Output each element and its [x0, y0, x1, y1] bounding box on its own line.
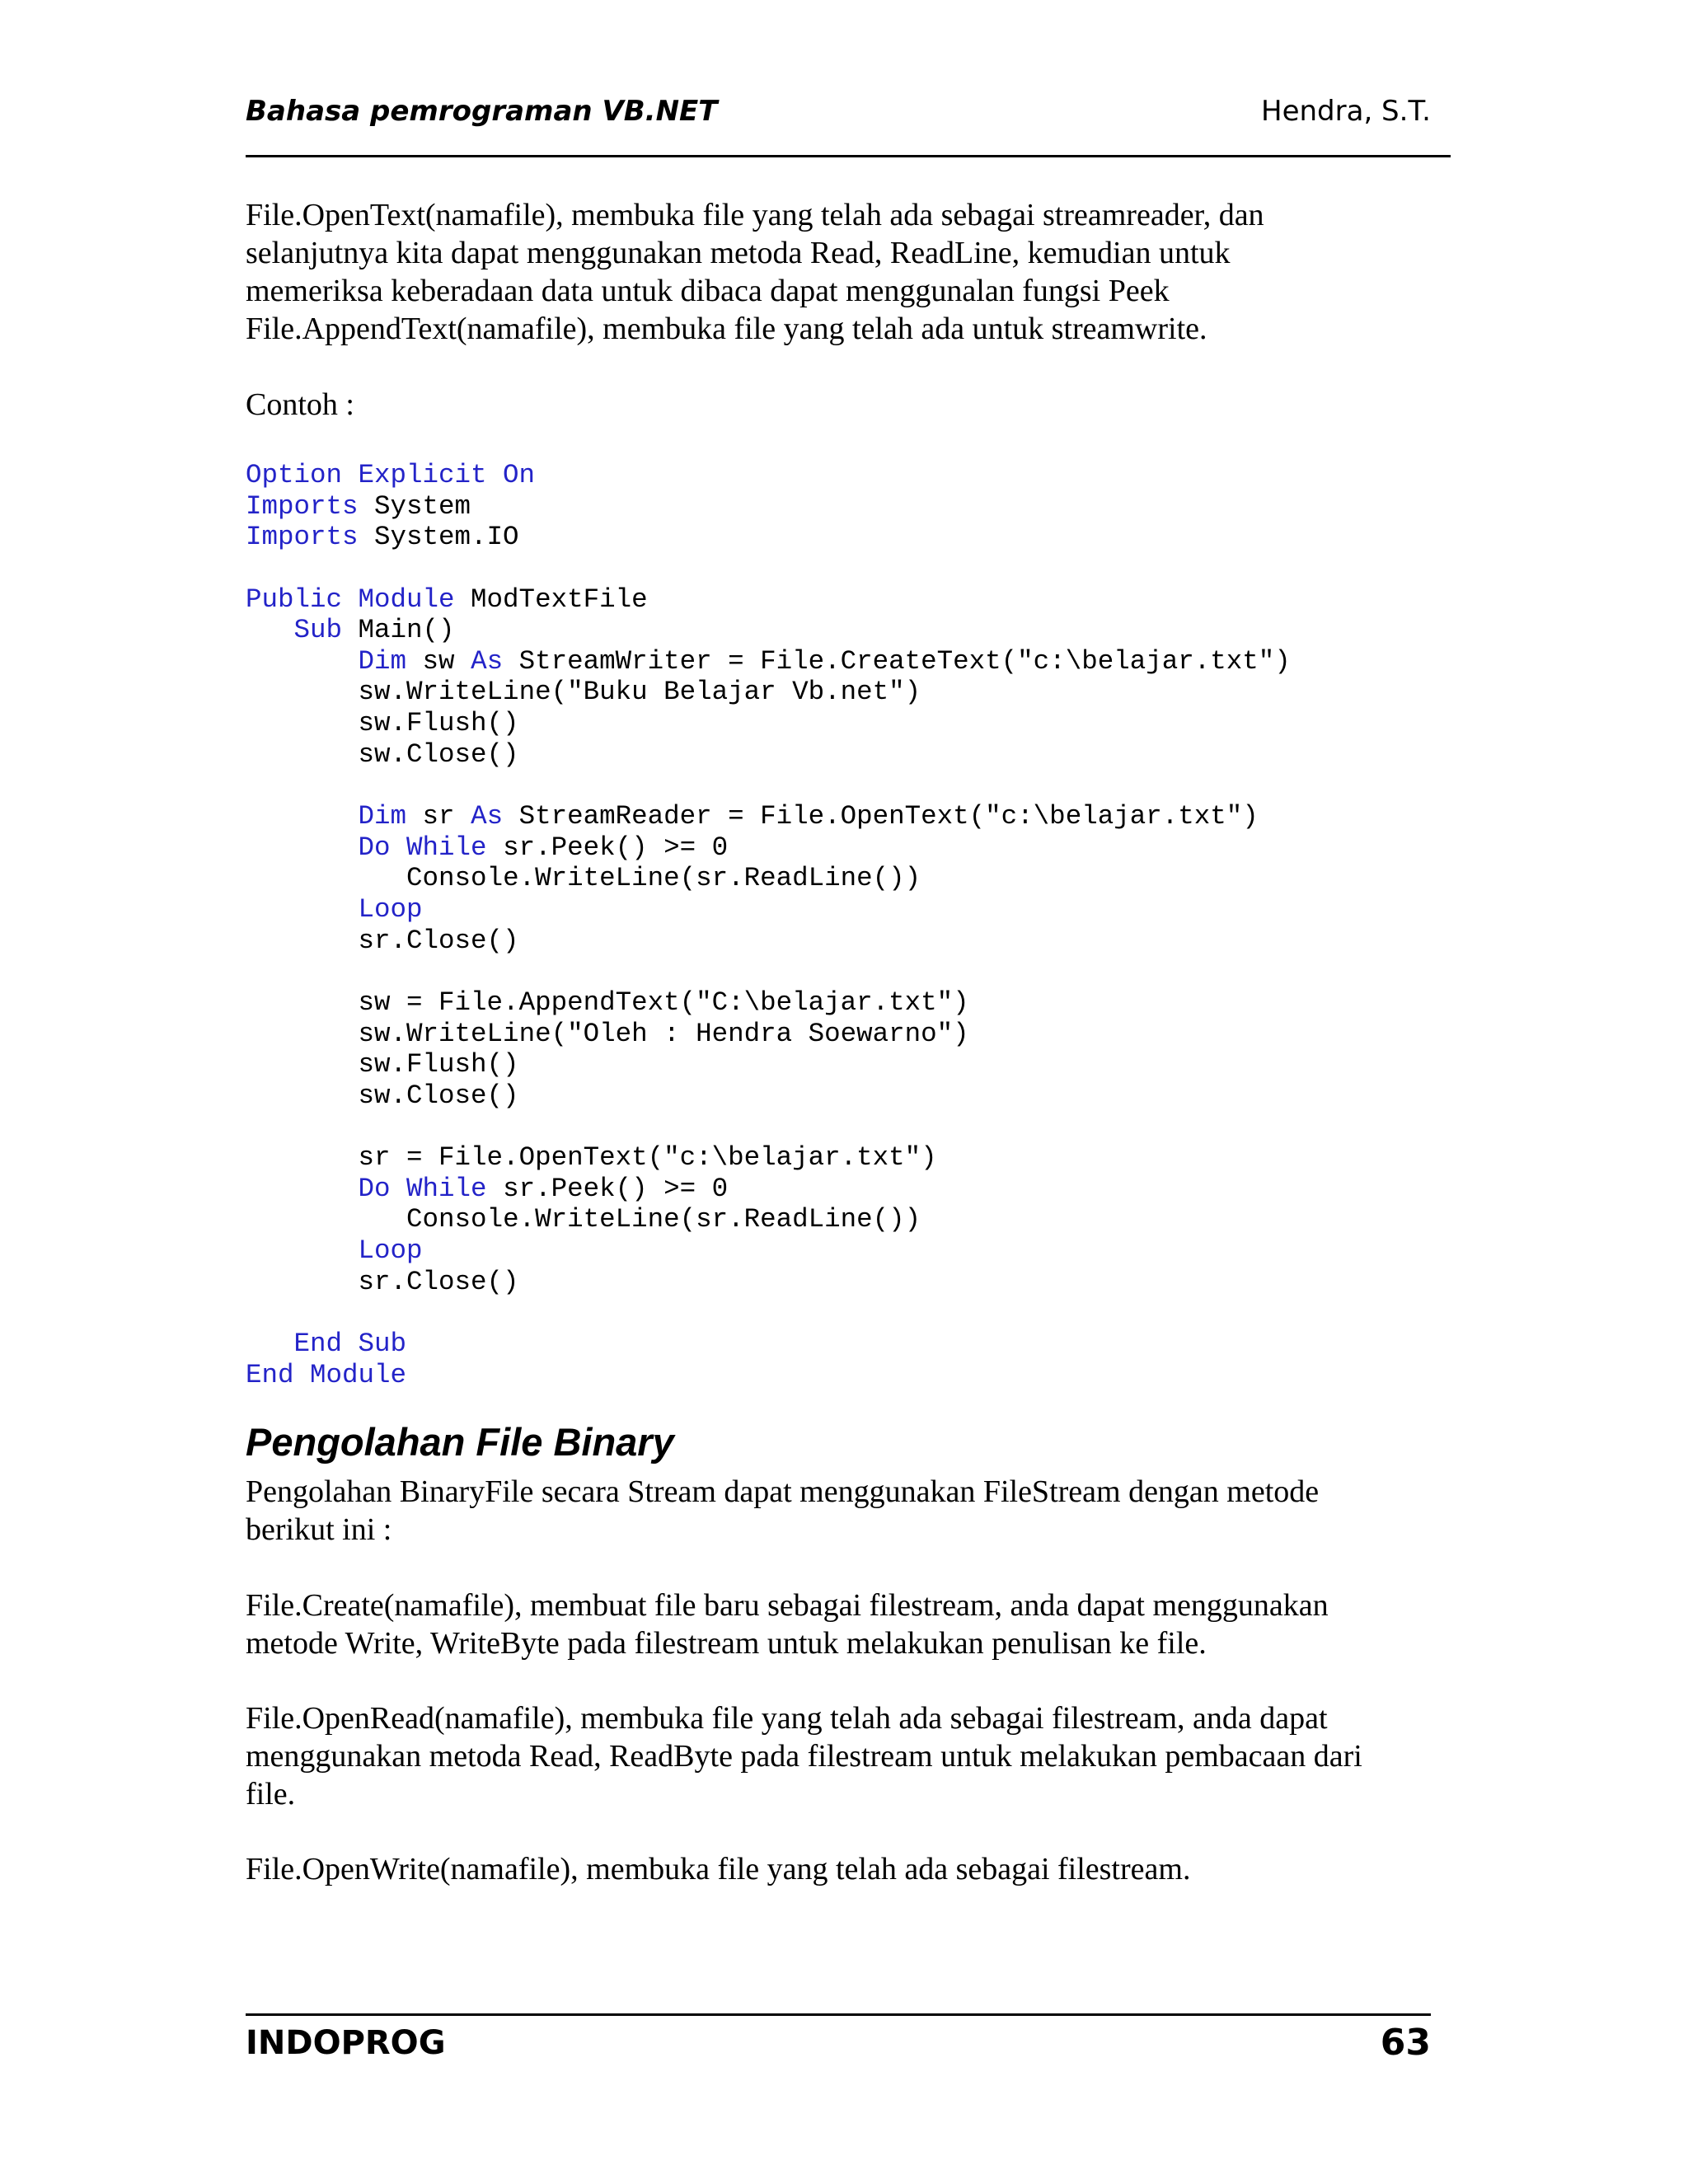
code-text: System.IO	[358, 522, 519, 553]
code-line	[246, 770, 1291, 801]
code-line	[246, 1360, 1291, 1391]
code-text: System	[358, 490, 471, 522]
code-line	[246, 863, 1291, 894]
header-divider	[246, 155, 1451, 157]
section-heading: Pengolahan File Binary	[246, 1420, 674, 1464]
page-footer	[246, 2021, 1431, 2065]
code-text: Console.WriteLine(sr.ReadLine())	[406, 863, 921, 894]
code-line	[246, 584, 1291, 616]
code-line	[246, 894, 1291, 926]
header-title: Bahasa pemrograman VB.NET	[246, 95, 718, 128]
code-line	[246, 522, 1291, 553]
code-line	[246, 1267, 1291, 1298]
intro-paragraph	[246, 196, 1449, 348]
paragraph-line: metode Write, WriteByte pada filestream untuk melakukan penulisan ke file.	[246, 1626, 1207, 1661]
section-paragraph	[246, 1586, 1449, 1662]
code-line	[246, 677, 1291, 708]
paragraph-line: File.Create(namafile), membuat file baru sebagai filestream, anda dapat menggunakan	[246, 1588, 1329, 1623]
code-line	[246, 956, 1291, 987]
code-keyword: Public Module	[246, 583, 455, 615]
paragraph-line: File.OpenRead(namafile), membuka file yang telah ada sebagai filestream, anda dapat	[246, 1701, 1328, 1736]
code-keyword: Loop	[358, 1235, 423, 1267]
footer-divider	[246, 2013, 1431, 2016]
code-keyword: Dim	[358, 645, 407, 677]
paragraph-line: berikut ini :	[246, 1512, 392, 1547]
section-paragraph	[246, 1473, 1449, 1549]
code-text: sr	[406, 801, 471, 832]
code-text: sw.Flush()	[358, 1049, 519, 1080]
code-line	[246, 491, 1291, 523]
section-paragraph	[246, 1699, 1449, 1813]
paragraph-line: File.OpenWrite(namafile), membuka file yang telah ada sebagai filestream.	[246, 1852, 1191, 1886]
footer-brand: INDOPROG	[246, 2024, 446, 2062]
paragraph-line: Pengolahan BinaryFile secara Stream dapat menggunakan FileStream dengan metode	[246, 1474, 1320, 1509]
code-keyword: Dim	[358, 801, 407, 832]
code-line	[246, 926, 1291, 957]
code-text: sw = File.AppendText("C:\belajar.txt")	[358, 987, 969, 1018]
code-keyword: End Module	[246, 1359, 407, 1390]
code-keyword: Imports	[246, 522, 359, 553]
code-text: Console.WriteLine(sr.ReadLine())	[406, 1204, 921, 1235]
code-text: Main()	[342, 615, 455, 646]
code-keyword: As	[471, 801, 504, 832]
code-text: sw.Close()	[358, 738, 519, 770]
code-keyword: Option Explicit On	[246, 460, 536, 490]
code-keyword: End Sub	[293, 1328, 407, 1359]
code-keyword: Imports	[246, 490, 359, 522]
code-line	[246, 460, 1291, 491]
code-line	[246, 1019, 1291, 1050]
code-block	[246, 460, 1291, 1390]
code-line	[246, 1111, 1291, 1142]
code-text: StreamWriter = File.CreateText("c:\belajar.txt")	[503, 645, 1291, 677]
code-keyword: Sub	[293, 615, 343, 646]
code-line	[246, 1142, 1291, 1174]
code-line	[246, 801, 1291, 832]
page-number: 63	[1380, 2022, 1431, 2064]
code-line	[246, 1204, 1291, 1235]
code-line	[246, 1329, 1291, 1360]
intro-line: File.AppendText(namafile), membuka file yang telah ada untuk streamwrite.	[246, 312, 1207, 346]
code-line	[246, 553, 1291, 584]
code-text: sr = File.OpenText("c:\belajar.txt")	[358, 1142, 937, 1174]
code-text: sw	[406, 645, 471, 677]
code-line	[246, 987, 1291, 1019]
intro-line: File.OpenText(namafile), membuka file yang telah ada sebagai streamreader, dan	[246, 198, 1264, 232]
example-label: Contoh :	[246, 387, 354, 422]
section-paragraph	[246, 1850, 1449, 1888]
code-line	[246, 1080, 1291, 1112]
code-text: sr.Close()	[358, 925, 519, 956]
code-text: sw.Flush()	[358, 708, 519, 739]
code-text: sr.Peek() >= 0	[486, 832, 729, 863]
code-line	[246, 615, 1291, 646]
page-header	[246, 95, 1431, 128]
code-line	[246, 708, 1291, 739]
code-text: sw.Close()	[358, 1080, 519, 1111]
code-text: sw.WriteLine("Buku Belajar Vb.net")	[358, 677, 921, 708]
header-author: Hendra, S.T.	[1261, 95, 1431, 128]
code-line	[246, 1235, 1291, 1267]
paragraph-line: file.	[246, 1777, 296, 1811]
code-keyword: Loop	[358, 893, 423, 925]
code-line	[246, 739, 1291, 771]
code-line	[246, 1297, 1291, 1329]
code-text: ModTextFile	[454, 583, 648, 615]
code-text: sw.WriteLine("Oleh : Hendra Soewarno")	[358, 1018, 969, 1049]
code-text: StreamReader = File.OpenText("c:\belajar.txt")	[503, 801, 1259, 832]
code-keyword: As	[471, 645, 504, 677]
paragraph-line: menggunakan metoda Read, ReadByte pada filestream untuk melakukan pembacaan dari	[246, 1739, 1362, 1774]
code-text: sr.Close()	[358, 1266, 519, 1297]
code-line	[246, 1174, 1291, 1205]
code-line	[246, 646, 1291, 677]
code-keyword: Do While	[358, 1173, 487, 1204]
code-text: sr.Peek() >= 0	[486, 1173, 729, 1204]
intro-line: memeriksa keberadaan data untuk dibaca dapat menggunalan fungsi Peek	[246, 274, 1170, 308]
code-line	[246, 832, 1291, 864]
code-line	[246, 1049, 1291, 1080]
code-keyword: Do While	[358, 832, 487, 863]
intro-line: selanjutnya kita dapat menggunakan metoda Read, ReadLine, kemudian untuk	[246, 236, 1231, 270]
